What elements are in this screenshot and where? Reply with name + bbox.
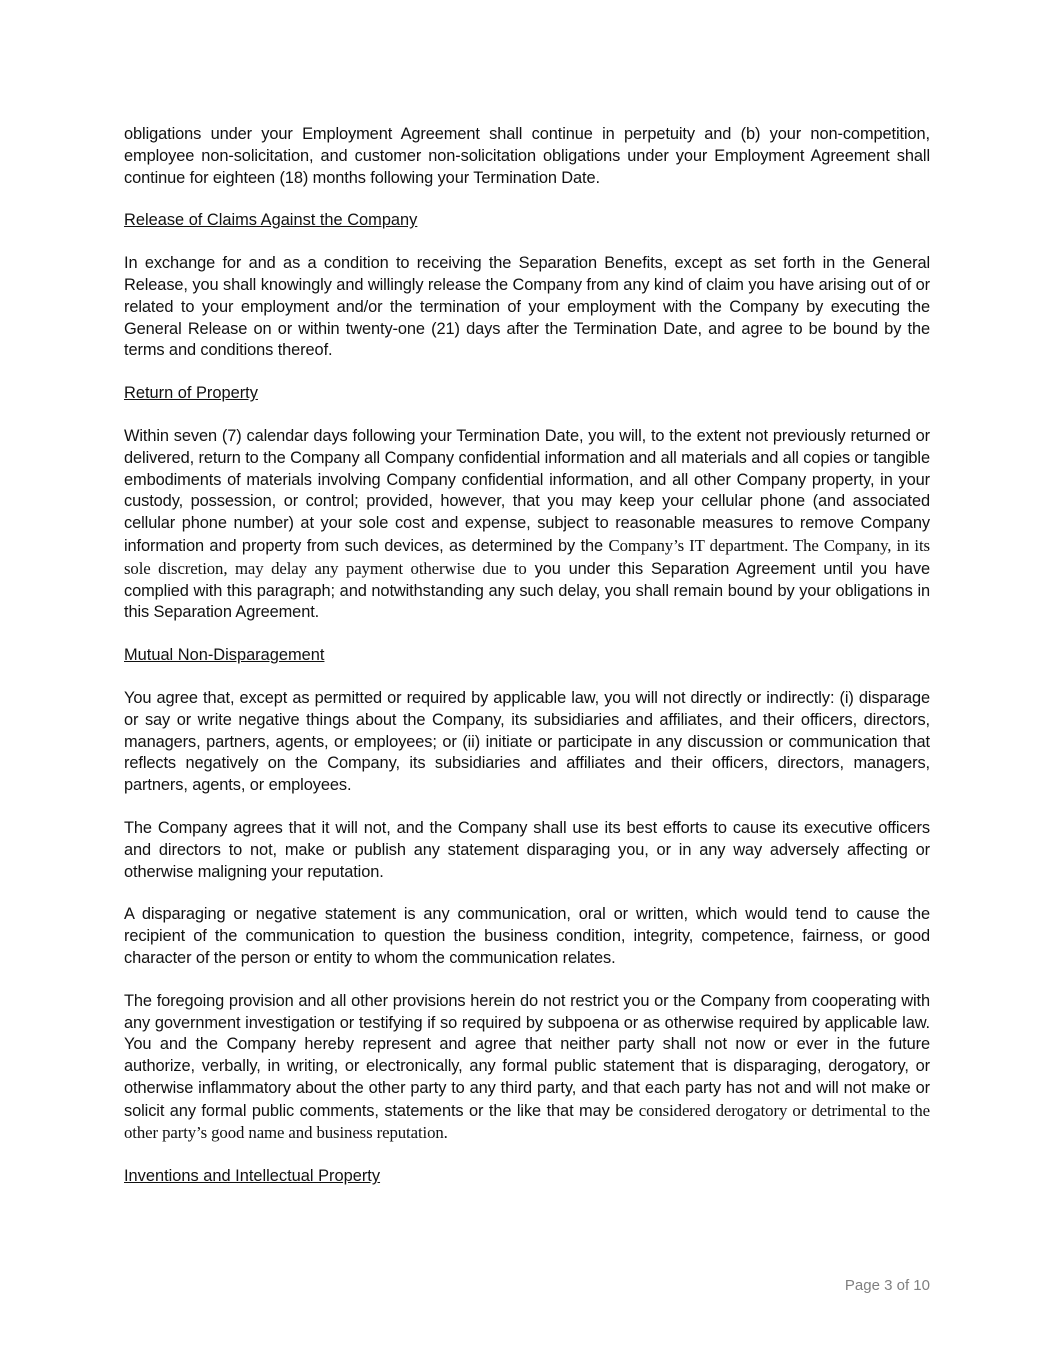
return-property-text-serif: Company’s IT department. The Company, in its sole discretion, may delay any payment otherwise due to xyxy=(124,535,930,578)
inventions-heading: Inventions and Intellectual Property xyxy=(124,1167,381,1186)
page-number: Page 3 of 10 xyxy=(844,1277,930,1294)
release-paragraph: In exchange for and as a condition to receiving the Separation Benefits, except as set forth in the General Release, you shall knowingly and willingly release the Company from any kind of claim you have arising out of or related to your employment and/or the termination of your employment with the Company by executing the General Release on or within twenty-one (21) days after the Termination Date, and agree to be bound by the terms and conditions thereof. xyxy=(124,254,930,360)
non-disparagement-text-a: The foregoing provision and all other provisions herein do not restrict you or the Company from cooperating with any government investigation or testifying if so required by subpoena or as otherwise required by applicable law. You and the Company hereby represent and agree that neither party shall not now or ever in the future authorize, verbally, in writing, or electronically, any formal public statement that is disparaging, derogatory, or otherwise inflammatory about the other party to any third party, and that each party has not and will not make or solicit any formal public comments, statements or the like that may be xyxy=(124,991,930,1120)
return-property-paragraph xyxy=(124,426,930,624)
continued-paragraph: obligations under your Employment Agreement shall continue in perpetuity and (b) your non-competition, employee non-solicitation, and customer non-solicitation obligations under your Employment Agreement shall continue for eighteen (18) months following your Termination Date. xyxy=(124,125,930,187)
non-disparagement-paragraph-3: A disparaging or negative statement is any communication, oral or written, which would tend to cause the recipient of the communication to question the business condition, integrity, competence, fairness, or good character of the person or entity to whom the communication relates. xyxy=(124,905,930,967)
non-disparagement-text-serif: considered derogatory or detrimental to the other party’s good name and business reputation. xyxy=(124,1100,930,1143)
return-property-text-b: you under this Separation Agreement until you have complied with this paragraph; and notwithstanding any such delay, you shall remain bound by your obligations in this Separation Agreement. xyxy=(124,559,931,622)
document-page xyxy=(124,124,930,1209)
release-heading: Release of Claims Against the Company xyxy=(124,211,418,230)
non-disparagement-paragraph-1: You agree that, except as permitted or required by applicable law, you will not directly or indirectly: (i) disparage or say or write negative things about the Company, its subsidiaries and affiliates, and their officers, directors, managers, partners, agents, or employees; or (ii) initiate or participate in any discussion or communication that reflects negatively on the Company, its subsidiaries and affiliates and their officers, directors, managers, partners, agents, or employees. xyxy=(124,688,930,795)
non-disparagement-paragraph-4 xyxy=(124,991,930,1146)
return-property-heading: Return of Property xyxy=(124,384,258,403)
return-property-text-a: Within seven (7) calendar days following your Termination Date, you will, to the extent not previously returned or delivered, return to the Company all Company confidential information and all materials and all copies or tangible embodiments of materials involving Company confidential information, and all other Company property, in your custody, possession, or control; provided, however, that you may keep your cellular phone (and associated cellular phone number) at your sole cost and expense, subject to reasonable measures to remove Company information and property from such devices, as determined by the xyxy=(124,426,930,555)
non-disparagement-heading: Mutual Non-Disparagement xyxy=(124,646,325,665)
non-disparagement-paragraph-2: The Company agrees that it will not, and the Company shall use its best efforts to cause its executive officers and directors to not, make or publish any statement disparaging you, or in any way adversely affecting or otherwise maligning your reputation. xyxy=(124,818,930,881)
